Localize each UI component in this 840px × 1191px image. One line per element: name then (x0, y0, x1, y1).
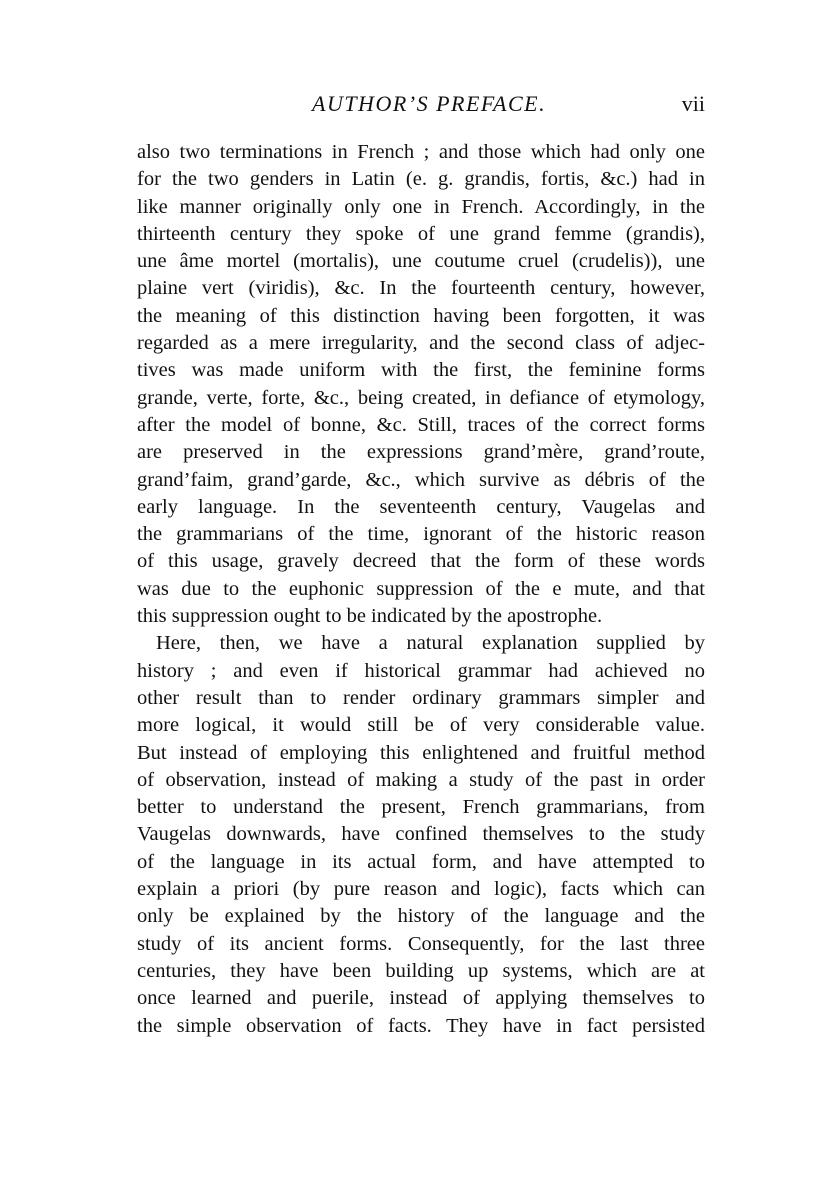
running-head-title: AUTHOR’S PREFACE. (312, 91, 547, 116)
text-line: explain a priori (by pure reason and logic), facts which can (137, 878, 705, 901)
text-line: once learned and puerile, instead of applying themselves to (137, 987, 705, 1010)
running-head (137, 89, 705, 119)
page-number: vii (681, 91, 705, 116)
text-line: after the model of bonne, &c. Still, traces of the correct forms (137, 413, 705, 436)
text-line: thirteenth century they spoke of une grand femme (grandis), (137, 222, 705, 245)
text-line: centuries, they have been building up systems, which are at (137, 959, 705, 982)
text-line: une âme mortel (mortalis), une coutume cruel (crudelis)), une (137, 250, 705, 273)
text-line: But instead of employing this enlightened and fruitful method (137, 741, 705, 764)
text-line: grande, verte, forte, &c., being created, in defiance of etymology, (137, 386, 705, 409)
text-line: the simple observation of facts. They have in fact persisted (137, 1014, 705, 1037)
text-line: of this usage, gravely decreed that the form of these words (137, 550, 705, 573)
paragraph-end-line: this suppression ought to be indicated by the apostrophe. (137, 605, 603, 628)
text-line: the meaning of this distinction having been forgotten, it was (137, 304, 705, 327)
text-line: better to understand the present, French grammarians, from (137, 796, 705, 819)
text-line: more logical, it would still be of very considerable value. (137, 714, 705, 737)
body-text (137, 139, 705, 1040)
text-line: only be explained by the history of the language and the (137, 905, 705, 928)
text-line: of the language in its actual form, and have attempted to (137, 850, 705, 873)
text-line: grand’faim, grand’garde, &c., which survive as débris of the (137, 468, 705, 491)
text-line: are preserved in the expressions grand’mère, grand’route, (137, 441, 705, 464)
text-line: plaine vert (viridis), &c. In the fourteenth century, however, (137, 277, 705, 300)
text-line: history ; and even if historical grammar had achieved no (137, 659, 705, 682)
text-line: of observation, instead of making a study of the past in order (137, 768, 705, 791)
text-line: tives was made uniform with the first, the feminine forms (137, 359, 705, 382)
text-line: Vaugelas downwards, have confined themselves to the study (137, 823, 705, 846)
text-line: was due to the euphonic suppression of the e mute, and that (137, 577, 705, 600)
text-line: study of its ancient forms. Consequently, for the last three (137, 932, 705, 955)
text-line: like manner originally only one in French. Accordingly, in the (137, 195, 705, 218)
text-line: also two terminations in French ; and those which had only one (137, 141, 705, 163)
text-line: other result than to render ordinary grammars simpler and (137, 686, 705, 709)
text-line: for the two genders in Latin (e. g. grandis, fortis, &c.) had in (137, 168, 705, 191)
text-line: early language. In the seventeenth century, Vaugelas and (137, 495, 705, 518)
text-line: regarded as a mere irregularity, and the second class of adjec- (137, 332, 705, 355)
text-line: the grammarians of the time, ignorant of the historic reason (137, 523, 705, 546)
paragraph-first-line: Here, then, we have a natural explanation supplied by (156, 632, 705, 655)
